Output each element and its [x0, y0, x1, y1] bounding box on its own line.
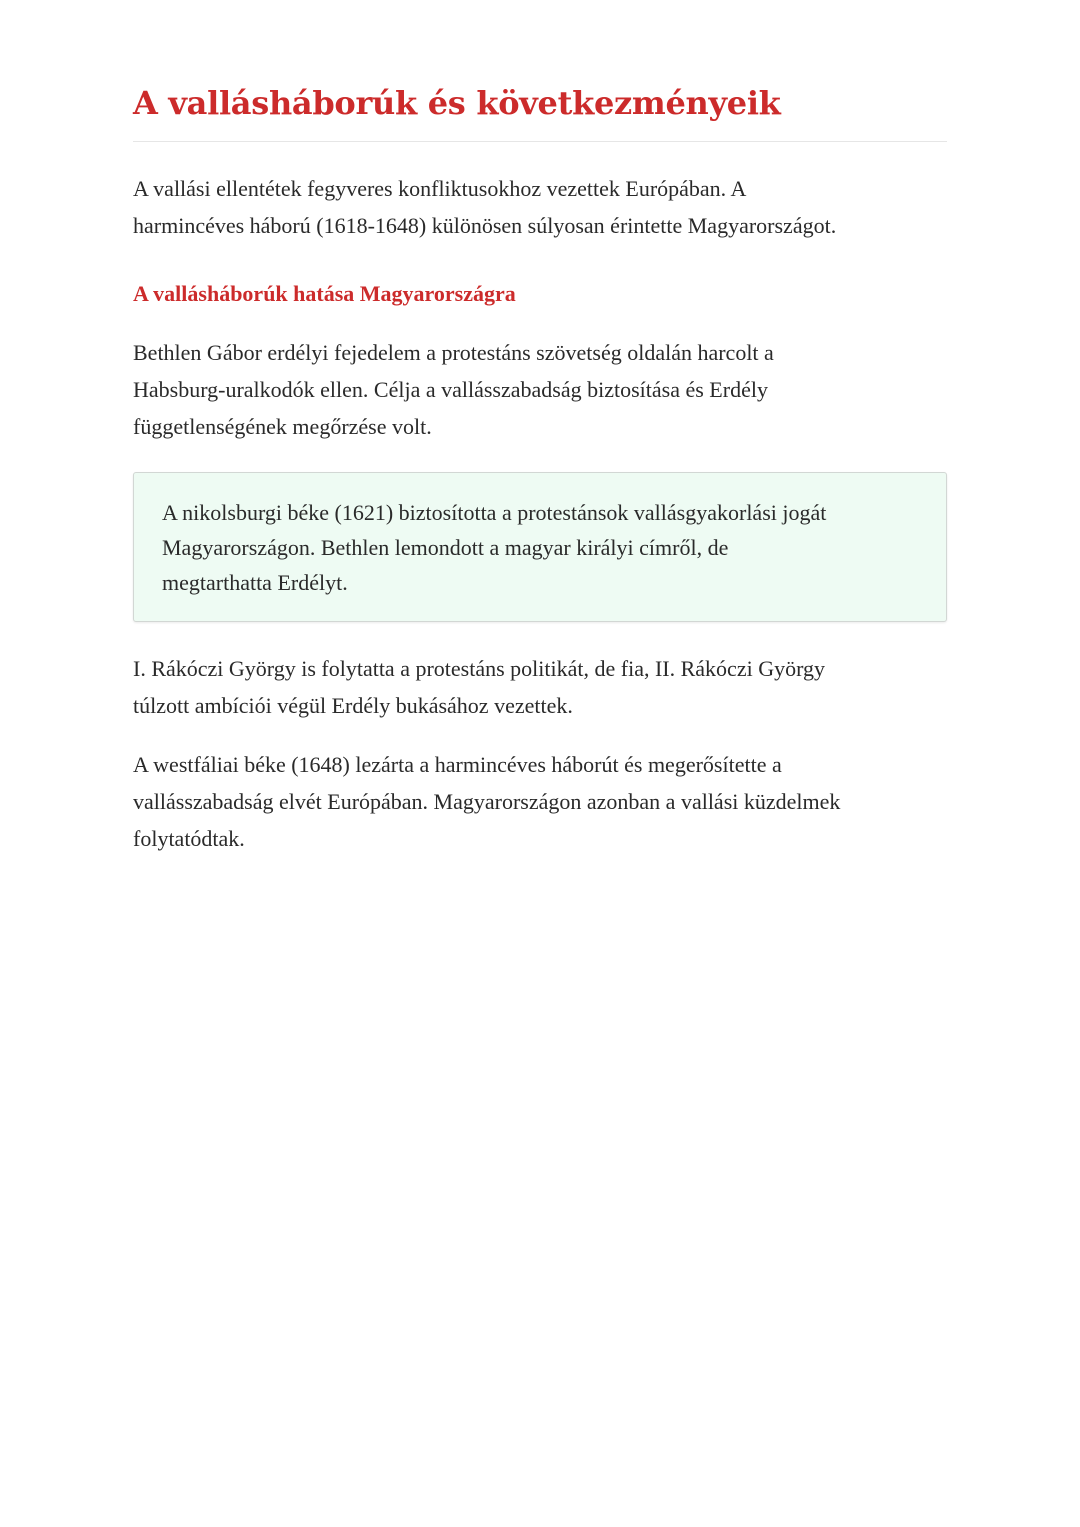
- title-divider: [133, 141, 947, 142]
- callout-box: [133, 472, 947, 622]
- rakoczi-line-2: túlzott ambíciói végül Erdély bukásához vezettek.: [133, 693, 573, 718]
- bethlen-line-3: függetlenségének megőrzése volt.: [133, 414, 432, 439]
- section-heading: A vallásháborúk hatása Magyarországra: [133, 281, 516, 306]
- intro-line-1: A vallási ellentétek fegyveres konfliktusokhoz vezettek Európában. A: [133, 176, 747, 201]
- westfalia-line-1: A westfáliai béke (1648) lezárta a harmincéves háborút és megerősítette a: [133, 752, 782, 777]
- westfalia-line-3: folytatódtak.: [133, 826, 245, 851]
- rakoczi-line-1: I. Rákóczi György is folytatta a protestáns politikát, de fia, II. Rákóczi György: [133, 656, 826, 681]
- bethlen-line-1: Bethlen Gábor erdélyi fejedelem a protestáns szövetség oldalán harcolt a: [133, 340, 774, 365]
- intro-line-2: harmincéves háború (1618-1648) különösen súlyosan érintette Magyarországot.: [133, 213, 837, 238]
- bethlen-line-2: Habsburg-uralkodók ellen. Célja a vallásszabadság biztosítása és Erdély: [133, 377, 768, 402]
- callout-paragraph: [162, 495, 932, 600]
- westfalia-paragraph: [133, 746, 947, 857]
- callout-line-2: Magyarországon. Bethlen lemondott a magyar királyi címről, de: [162, 535, 729, 560]
- intro-paragraph: [133, 170, 947, 244]
- westfalia-line-2: vallásszabadság elvét Európában. Magyarországon azonban a vallási küzdelmek: [133, 789, 841, 814]
- callout-line-1: A nikolsburgi béke (1621) biztosította a protestánsok vallásgyakorlási jogát: [162, 500, 827, 525]
- callout-line-3: megtarthatta Erdélyt.: [162, 570, 348, 595]
- page-title: A vallásháborúk és következményeik: [133, 84, 781, 122]
- bethlen-paragraph: [133, 334, 947, 445]
- rakoczi-paragraph: [133, 650, 947, 724]
